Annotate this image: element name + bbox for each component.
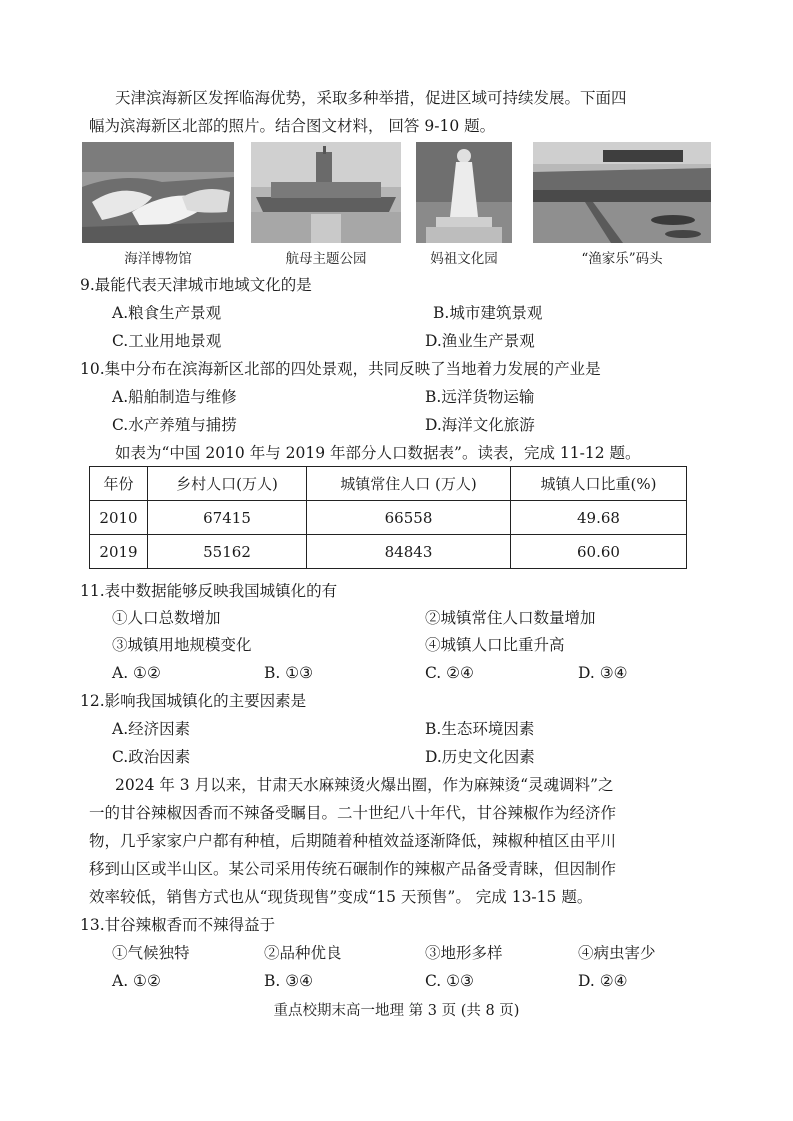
q13-item-2: ②品种优良 (264, 944, 342, 962)
intro-13-15-line2: 一的甘谷辣椒因香而不辣备受瞩目。二十世纪八十年代，甘谷辣椒作为经济作 (89, 804, 617, 822)
q13-item-3: ③地形多样 (425, 944, 503, 962)
q11-item-1: ①人口总数增加 (112, 609, 221, 627)
q12-option-b: B.生态环境因素 (425, 720, 535, 738)
table-header-cell: 年份 (90, 467, 148, 501)
q11-item-3: ③城镇用地规模变化 (112, 636, 252, 654)
q11-stem: 11.表中数据能够反映我国城镇化的有 (80, 582, 338, 600)
q13-item-4: ④病虫害少 (578, 944, 656, 962)
table-header-row (90, 467, 687, 501)
intro-13-15-line5: 效率较低，销售方式也从“现货现售”变成“15 天预售”。 完成 13-15 题。 (89, 888, 593, 906)
table-cell: 60.60 (511, 535, 687, 569)
photo-caption-ocean-museum: 海洋博物馆 (124, 251, 192, 267)
table-header-cell: 城镇人口比重(%) (511, 467, 687, 501)
table-cell: 2019 (90, 535, 148, 569)
table-cell: 2010 (90, 501, 148, 535)
q11-option-c: C. ②④ (425, 664, 474, 682)
q11-option-a: A. ①② (112, 664, 161, 682)
q13-stem: 13.甘谷辣椒香而不辣得益于 (80, 916, 276, 934)
q12-option-c: C.政治因素 (112, 748, 191, 766)
table-row (90, 535, 687, 569)
q9-option-c: C.工业用地景观 (112, 332, 222, 350)
q10-option-b: B.远洋货物运输 (425, 388, 535, 406)
population-table (89, 466, 687, 569)
q13-option-b: B. ③④ (264, 972, 314, 990)
intro-13-15-line3: 物，几乎家家户户都有种植，后期随着种植效益逐渐降低，辣椒种植区由平川 (89, 832, 617, 850)
photo-ocean-museum (82, 142, 234, 243)
q10-option-a: A.船舶制造与维修 (112, 388, 237, 406)
q13-item-1: ①气候独特 (112, 944, 190, 962)
photo-caption-carrier-park: 航母主题公园 (285, 251, 367, 267)
q13-option-c: C. ①③ (425, 972, 474, 990)
intro-13-15-line4: 移到山区或半山区。某公司采用传统石碾制作的辣椒产品备受青睐，但因制作 (89, 860, 617, 878)
table-row (90, 501, 687, 535)
table-intro: 如表为“中国 2010 年与 2019 年部分人口数据表”。读表，完成 11-12 题。 (115, 444, 641, 462)
q9-stem: 9.最能代表天津城市地域文化的是 (80, 276, 312, 294)
q10-stem: 10.集中分布在滨海新区北部的四处景观，共同反映了当地着力发展的产业是 (80, 360, 601, 378)
q12-stem: 12.影响我国城镇化的主要因素是 (80, 692, 307, 710)
table-cell: 55162 (148, 535, 307, 569)
photo-carrier-park (251, 142, 401, 243)
q10-option-c: C.水产养殖与捕捞 (112, 416, 237, 434)
q9-option-b: B.城市建筑景观 (433, 304, 543, 322)
intro-13-15-line1: 2024 年 3 月以来，甘肃天水麻辣烫火爆出圈，作为麻辣烫“灵魂调料”之 (115, 776, 614, 794)
table-cell: 67415 (148, 501, 307, 535)
q13-option-a: A. ①② (112, 972, 161, 990)
q12-option-d: D.历史文化因素 (425, 748, 535, 766)
page-footer: 重点校期末高一地理 第 3 页 (共 8 页) (273, 1003, 520, 1019)
q10-option-d: D.海洋文化旅游 (425, 416, 535, 434)
table-header-cell: 乡村人口(万人) (148, 467, 307, 501)
photo-mazu-park (416, 142, 512, 243)
intro-9-10-line2: 幅为滨海新区北部的照片。结合图文材料， 回答 9-10 题。 (89, 117, 496, 135)
table-cell: 84843 (307, 535, 511, 569)
table-cell: 49.68 (511, 501, 687, 535)
q11-option-d: D. ③④ (578, 664, 628, 682)
photo-caption-fishing-pier: “渔家乐”码头 (581, 251, 663, 267)
q9-option-d: D.渔业生产景观 (425, 332, 535, 350)
photo-caption-mazu-park: 妈祖文化园 (430, 251, 498, 267)
intro-9-10-line1: 天津滨海新区发挥临海优势，采取多种举措，促进区域可持续发展。下面四 (115, 89, 627, 107)
q11-option-b: B. ①③ (264, 664, 314, 682)
table-cell: 66558 (307, 501, 511, 535)
q13-option-d: D. ②④ (578, 972, 628, 990)
q11-item-2: ②城镇常住人口数量增加 (425, 609, 596, 627)
q12-option-a: A.经济因素 (112, 720, 191, 738)
q9-option-a: A.粮食生产景观 (112, 304, 222, 322)
q11-item-4: ④城镇人口比重升高 (425, 636, 565, 654)
photo-fishing-pier (533, 142, 711, 243)
table-header-cell: 城镇常住人口 (万人) (307, 467, 511, 501)
